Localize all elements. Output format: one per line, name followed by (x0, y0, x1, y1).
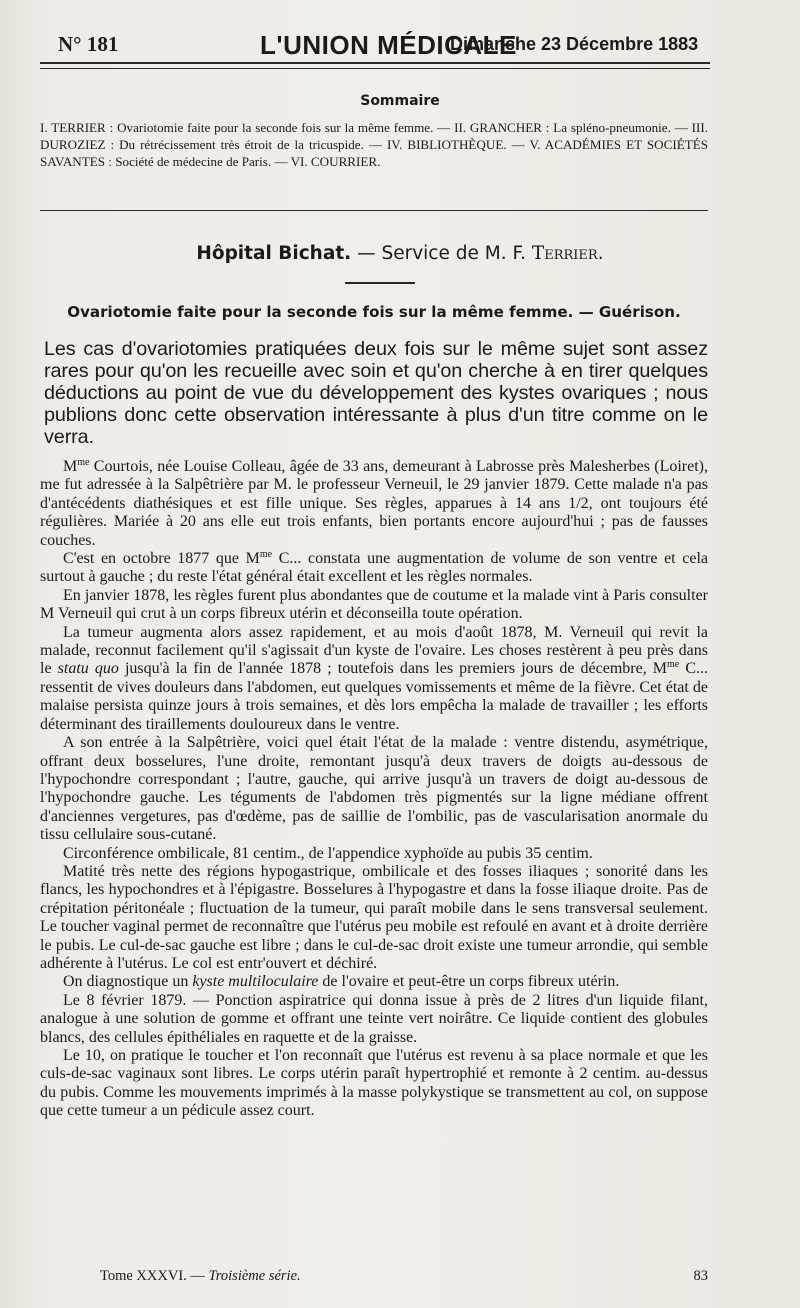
paragraph: En janvier 1878, les règles furent plus abondantes que de coutume et la malade vint à Paris consulter M Verneuil qui crut à un corps fibreux utérin et déconseilla toute opération. (40, 586, 708, 623)
text-run: C'est en octobre 1877 que M (63, 550, 260, 568)
summary-heading: Sommaire (360, 93, 440, 109)
paragraph: Matité très nette des régions hypogastrique, ombilicale et des fosses iliaques ; sonorité dans les flancs, les hypochondres et à l'épigastre. Bosselures à l'hypogastre et dans la fosse iliaque droite. Pas de crépitation péritonéale ; fluctuation de la tumeur, qui paraît mobile dans le sens transversal seulement. Le toucher vaginal permet de reconnaître que l'utérus peu mobile est refoulé en avant et à droite derrière le pubis. Le cul-de-sac gauche est libre ; dans le cul-de-sac droit existe une tumeur arrondie, qui semble adhérente à l'utérus. Le col est entr'ouvert et déchiré. (40, 862, 708, 972)
footer-dash: — (186, 1268, 209, 1284)
superscript: me (77, 457, 90, 468)
paragraph (40, 624, 708, 734)
superscript: me (259, 549, 273, 561)
section-end: . (597, 243, 604, 264)
italic-run: kyste multiloculaire (192, 973, 319, 991)
series-label: Troisième série. (208, 1268, 301, 1284)
text-run: On diagnostique un (63, 973, 193, 991)
text-run: jusqu'à la fin de l'année 1878 ; toutefois dans les premiers jours de décembre, M (118, 660, 668, 678)
service-label: Service de M. F. (381, 243, 532, 264)
title-rule (345, 282, 415, 284)
paragraph: Circonférence ombilicale, 81 centim., de l'appendice xyphoïde au pubis 35 centim. (63, 844, 593, 862)
page-header (58, 30, 708, 60)
section-title (0, 243, 800, 264)
paragraph: Le 10, on pratique le toucher et l'on reconnaît que l'utérus est revenu à sa place normale et que les culs-de-sac vaginaux sont libres. Le corps utérin paraît hypertrophié et remonte à 2 centim. au-dessus du pubis. Comme les mouvements imprimés à la masse polykystique se transmettent au col, on suppose que cette tumeur a un pédicule assez court. (40, 1047, 708, 1120)
paragraph (40, 973, 708, 991)
issue-date: Dimanche 23 Décembre 1883 (450, 34, 699, 54)
section-dash: — (351, 243, 382, 264)
article-body (40, 458, 708, 1121)
case-title: Ovariotomie faite pour la seconde fois sur la même femme. — Guérison. (67, 303, 681, 321)
summary-rule (40, 210, 708, 211)
paragraph: Le 8 février 1879. — Ponction aspiratrice qui donna issue à près de 2 litres d'un liquide filant, analogue à une solution de gomme et offrant une teinte vert noirâtre. Ce liquide contient des globules blancs, des cellules épithéliales en raquette et de la graisse. (40, 991, 708, 1046)
header-rule (40, 62, 710, 69)
page-number: 83 (693, 1268, 708, 1284)
volume-label: Tome XXXVI. (100, 1268, 187, 1284)
summary-text: I. TERRIER : Ovariotomie faite pour la seconde fois sur la même femme. — II. GRANCHER : La spléno-pneumonie. — III. DUROZIEZ : Du rétrécissement très étroit de la tricuspide. — IV. BIBLIOTHÈQUE. — V. ACADÉMIES ET SOCIÉTÉS SAVANTES : Société de médecine de Paris. — VI. COURRIER. (40, 120, 708, 169)
superscript: me (667, 659, 680, 671)
text-run: C... ressentit de vives douleurs dans l'abdomen, eut quelques vomissements et même de la fièvre. Cet état de malaise persista quinze jours à trois semaines, et dès lors empêcha la malade de travailler ; les efforts déterminant des tiraillements douloureux dans le ventre. (40, 660, 709, 733)
hospital-name: Hôpital Bichat. (196, 243, 352, 264)
paragraph (40, 550, 708, 587)
paragraph (40, 458, 708, 550)
footer-volume (100, 1268, 301, 1285)
text-run: M (63, 458, 78, 475)
text-run: La tumeur augmenta alors assez rapidement, et au mois d'août 1878, M. Verneuil qui revit la malade, reconnut facilement qu'il s'agissait d'un kyste de l'ovaire. Les choses restèrent à peu près dans le (40, 623, 708, 678)
text-run: de l'ovaire et peut-être un corps fibreux utérin. (318, 973, 620, 991)
paragraph: A son entrée à la Salpêtrière, voici quel était l'état de la malade : ventre distendu, asymétrique, offrant deux bosselures, l'une droite, remontant jusqu'à deux travers de doigts au-dessous de l'hypochondre correspondant ; l'autre, gauche, qui arrive jusqu'à un travers de doigt au-dessous de l'hypochondre gauche. Les téguments de l'abdomen très pigmentés sur la ligne médiane offrent d'anciennes vergetures, pas d'œdème, pas de saillie de l'ombilic, pas de vascularisation anormale du tissu cellulaire sous-cutané. (40, 734, 708, 844)
journal-title: L'UNION MÉDICALE (260, 30, 517, 60)
italic-run: statu quo (57, 660, 119, 678)
issue-number: N° 181 (58, 32, 119, 56)
text-run: C... constata une augmentation de volume de son ventre et cela surtout à gauche ; du reste l'état général était excellent et les règles normales. (40, 550, 709, 586)
service-chief: Terrier (531, 243, 598, 264)
text-run: Courtois, née Louise Colleau, âgée de 33 ans, demeurant à Labrosse près Malesherbes (Loiret), me fut adressée à la Salpêtrière par M. le professeur Verneuil, le 29 janvier 1879. Cette malade n'a pas d'antécédents diathésiques et est fille unique. Ses règles, apparues à 14 ans 1/2, ont toujours été régulières. Mariée à 20 ans elle eut trois enfants, bien portants encore aujourd'hui ; pas de fausses couches. (40, 458, 708, 549)
intro-paragraph: Les cas d'ovariotomies pratiquées deux fois sur le même sujet sont assez rares pour qu'on les recueille avec soin et qu'on cherche à en tirer quelques déductions au point de vue du développement des kystes ovariques ; nous publions donc cette observation intéressante à plus d'un titre comme on le verra. (44, 338, 708, 448)
